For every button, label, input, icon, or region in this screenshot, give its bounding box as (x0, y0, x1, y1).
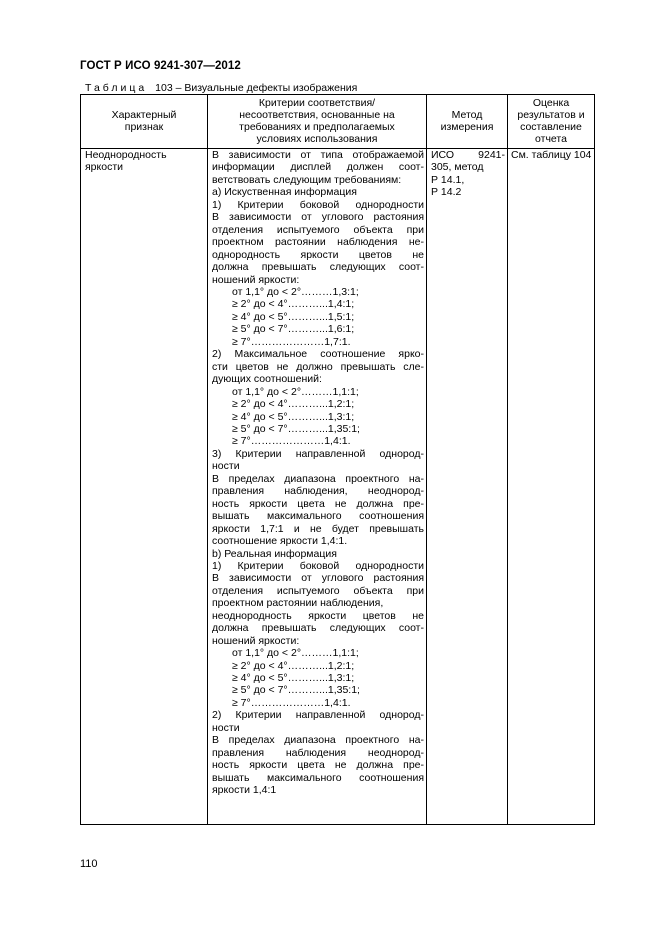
criteria-line: ≥ 2° до < 4°………...1,2:1; (232, 659, 355, 672)
method-cell (431, 149, 505, 199)
criteria-line: ≥ 5° до < 7°………...1,6:1; (232, 323, 355, 336)
criteria-line: ности (212, 460, 240, 473)
criteria-line: ≥ 2° до < 4°………...1,4:1; (232, 298, 355, 311)
column-header-result: Оценка результатов и составление отчета (517, 97, 585, 145)
criteria-line: 2) Максимальное соотношение ярко- (212, 348, 424, 361)
page-number: 110 (80, 858, 98, 870)
criteria-line: ность яркости цвета не должна пре- (212, 497, 424, 510)
criteria-line: проектном растоянии наблюдения не- (212, 236, 424, 249)
defects-table (80, 94, 595, 825)
criteria-line: ≥ 5° до < 7°………...1,35:1; (232, 684, 360, 697)
criteria-line: В пределах диапазона проектного на- (212, 472, 424, 485)
criteria-line: от 1,1° до < 2°………1,1:1; (232, 385, 359, 398)
criteria-line: информации дисплей должен соот- (212, 161, 424, 174)
criteria-line: правления наблюдения неоднород- (212, 746, 424, 759)
criteria-line: ≥ 7°…………………1,4:1. (232, 435, 351, 448)
criteria-line: неоднородность яркости цветов не (212, 609, 424, 622)
method-line: Р 14.2 (431, 186, 462, 199)
table-caption-word: Таблица (85, 82, 148, 94)
table-caption (85, 82, 357, 94)
criteria-line: от 1,1° до < 2°………1,3:1; (232, 285, 359, 298)
criteria-line: проектном растоянии наблюдения, (212, 597, 384, 610)
criteria-line: В зависимости от типа отображаемой (212, 149, 424, 161)
feature-cell: Неоднородность яркости (85, 149, 167, 174)
method-line: ИСО 9241- (431, 149, 505, 161)
criteria-line: яркости 1,7:1 и не будет превышать (212, 522, 424, 535)
column-header-criteria: Критерии соответствия/несоответствия, основанные на требованиях и предполагаемых условиях использования (239, 97, 395, 145)
document-header: ГОСТ Р ИСО 9241-307—2012 (80, 60, 241, 72)
criteria-line: ≥ 4° до < 5°………...1,5:1; (232, 310, 355, 323)
criteria-line: ≥ 4° до < 5°………...1,3:1; (232, 410, 355, 423)
column-header-method: Метод измерения (440, 109, 494, 133)
criteria-line: 1) Критерии боковой однородности (212, 559, 424, 572)
criteria-line: ≥ 4° до < 5°………...1,3:1; (232, 672, 355, 685)
criteria-line: ветствовать следующим требованиям: (212, 173, 402, 186)
column-divider (207, 95, 208, 824)
criteria-line: 3) Критерии направленной однород- (212, 447, 424, 460)
criteria-line: В зависимости от углового растояния (212, 211, 424, 224)
result-cell: См. таблицу 104 (511, 149, 592, 161)
method-line: 305, метод (431, 161, 484, 174)
criteria-line: соотношение яркости 1,4:1. (212, 535, 348, 548)
criteria-line: ≥ 7°…………………1,7:1. (232, 335, 351, 348)
table-caption-text: 103 – Визуальные дефекты изображения (155, 82, 358, 94)
criteria-line: ность яркости цвета не должна пре- (212, 759, 424, 772)
criteria-line: ношений яркости: (212, 273, 300, 286)
criteria-line: должна превышать следующих соот- (212, 261, 424, 274)
criteria-line: однородность яркости цветов не (212, 248, 424, 261)
criteria-line: ≥ 7°…………………1,4:1. (232, 696, 351, 709)
criteria-line: a) Искуственная информация (212, 186, 357, 199)
criteria-line: правления наблюдения, неоднород- (212, 485, 424, 498)
criteria-line: отделения испытуемого объекта при (212, 223, 424, 236)
criteria-line: вышать максимального соотношения (212, 510, 424, 523)
method-line: Р 14.1, (431, 173, 465, 186)
criteria-line: ≥ 5° до < 7°………...1,35:1; (232, 422, 360, 435)
criteria-cell (212, 149, 424, 797)
criteria-line: вышать максимального соотношения (212, 771, 424, 784)
criteria-line: ношений яркости: (212, 634, 300, 647)
criteria-line: должна превышать следующих соот- (212, 622, 424, 635)
criteria-line: отделения испытуемого объекта при (212, 584, 424, 597)
criteria-line: В пределах диапазона проектного на- (212, 734, 424, 747)
criteria-line: В зависимости от углового растояния (212, 572, 424, 585)
criteria-line: ности (212, 721, 240, 734)
criteria-line: дующих соотношений: (212, 373, 322, 386)
criteria-line: 1) Критерии боковой однородности (212, 198, 424, 211)
criteria-line: 2) Критерии направленной однород- (212, 709, 424, 722)
criteria-line: яркости 1,4:1 (212, 784, 277, 797)
criteria-line: b) Реальная информация (212, 547, 337, 560)
criteria-line: от 1,1° до < 2°………1,1:1; (232, 647, 359, 660)
column-divider (426, 95, 427, 824)
column-divider (507, 95, 508, 824)
column-header-feature: Характерный признак (111, 109, 177, 133)
criteria-line: ≥ 2° до < 4°………...1,2:1; (232, 398, 355, 411)
criteria-line: сти цветов не должно превышать сле- (212, 360, 424, 373)
